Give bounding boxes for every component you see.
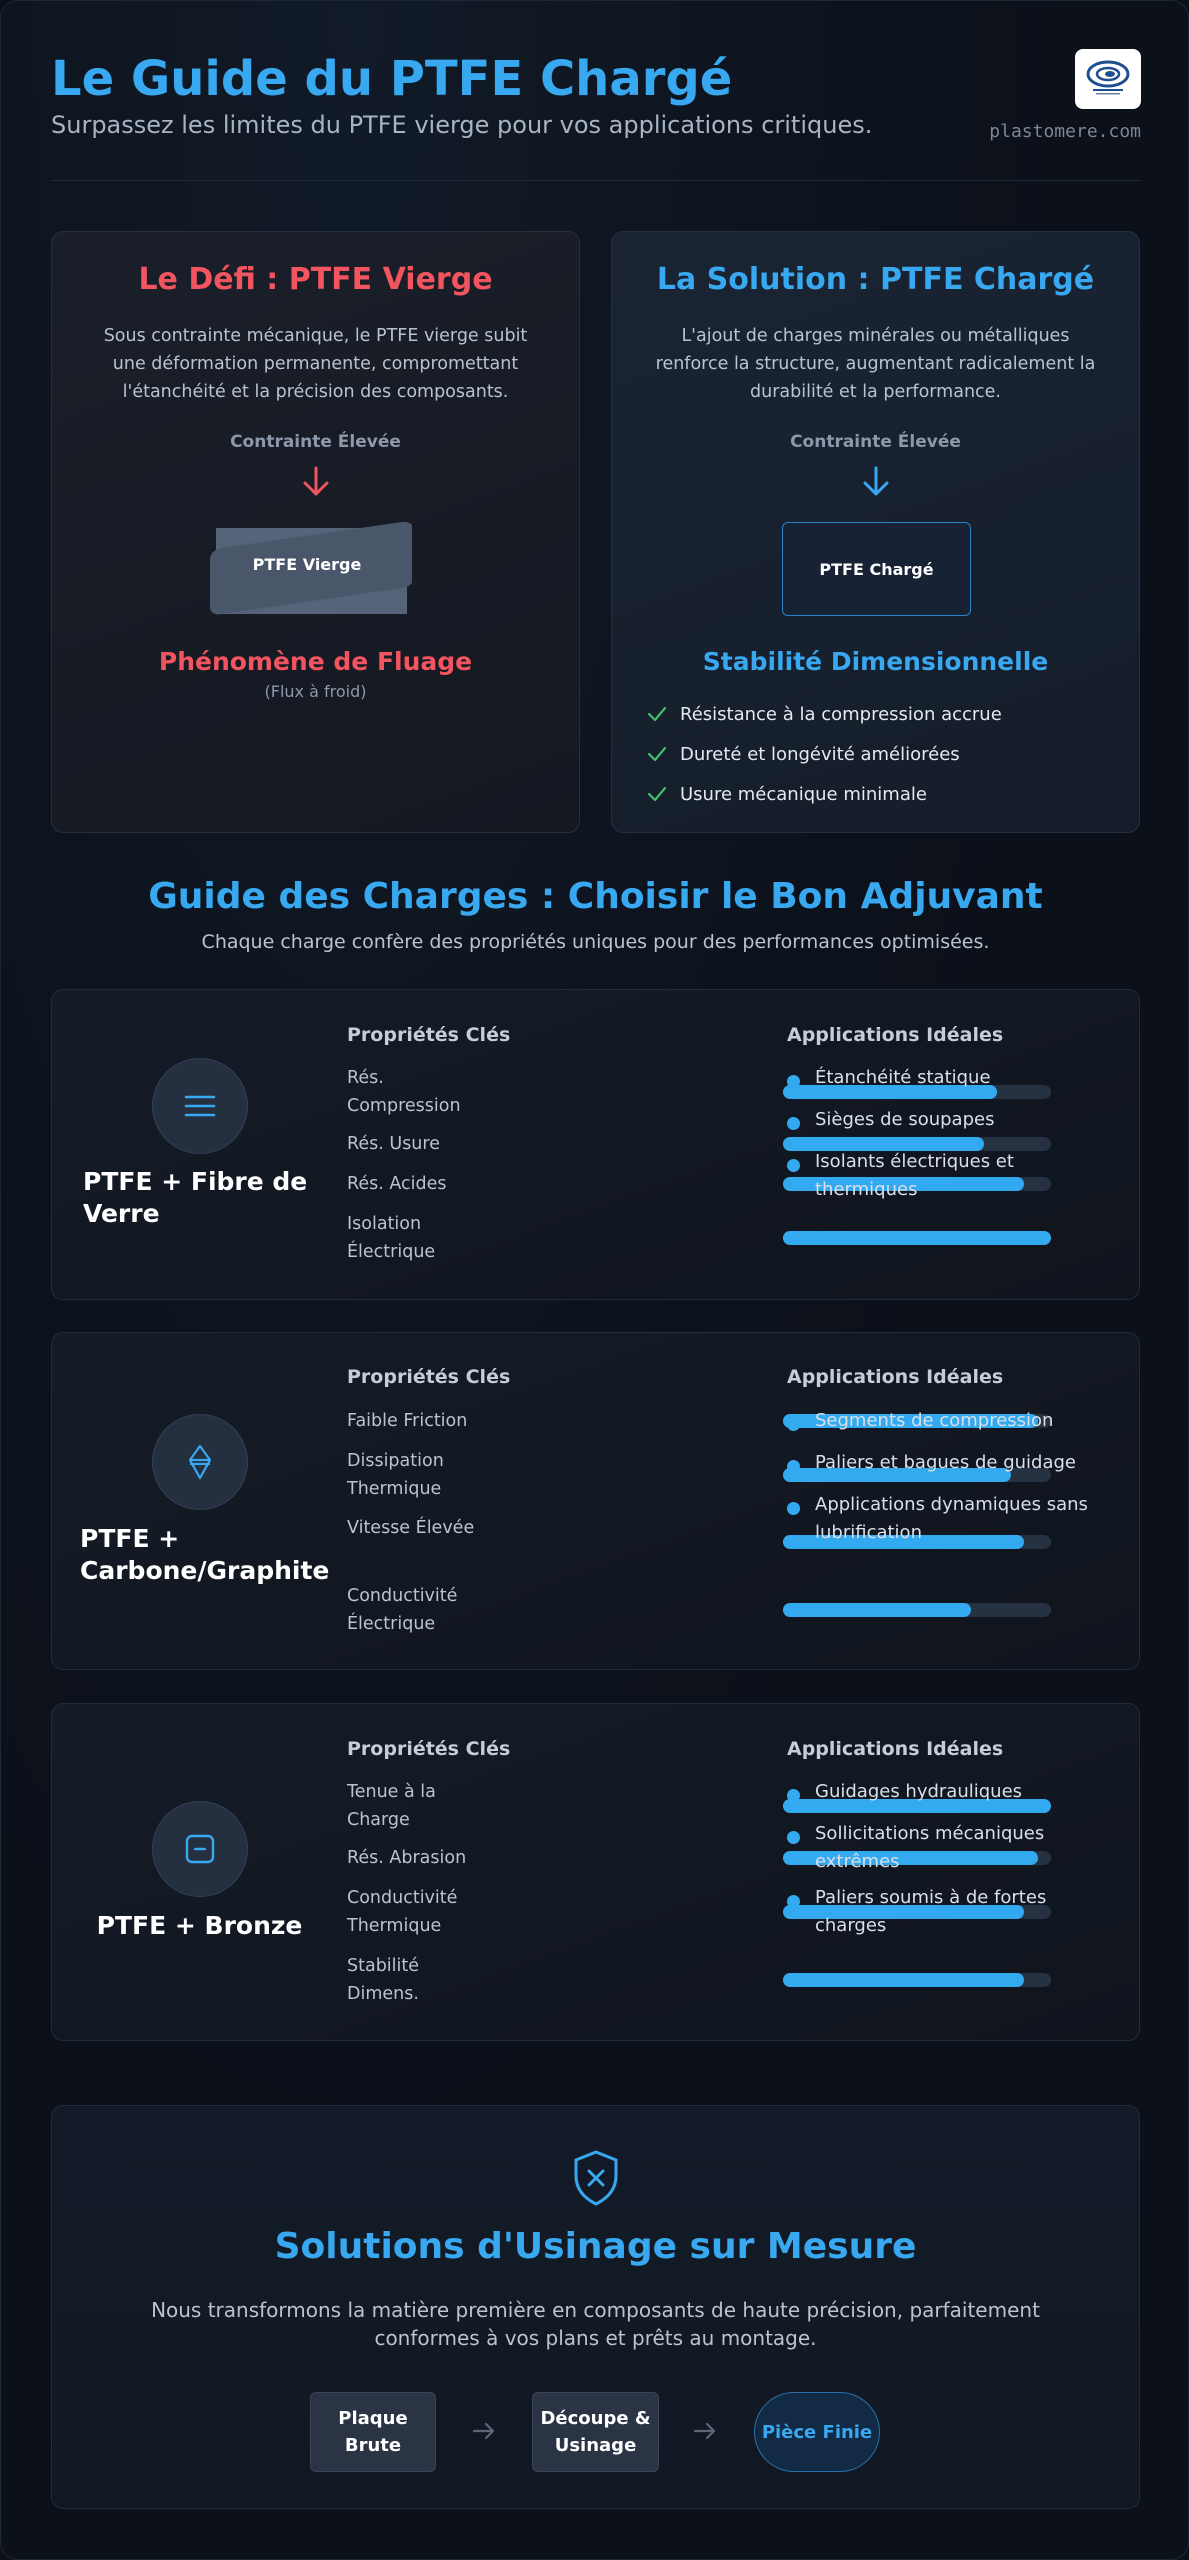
application-item xyxy=(787,1148,1117,1204)
filler-card-bronze xyxy=(51,1703,1140,2041)
bullet-icon xyxy=(787,1831,800,1844)
creep-title: Phénomène de Fluage xyxy=(158,647,473,676)
application-label: Applications dynamiques sans lubrification xyxy=(815,1494,1088,1543)
machining-description: Nous transformons la matière première en composants de haute précision, parfaitement conformes à vos plans et prêts au montage. xyxy=(151,2298,1040,2350)
bullet-icon xyxy=(787,1502,800,1515)
application-item xyxy=(787,1064,1117,1092)
property-label: Faible Friction xyxy=(347,1411,468,1431)
application-label: Paliers soumis à de fortes charges xyxy=(815,1887,1047,1936)
header xyxy=(51,49,1141,181)
application-label: Paliers et bagues de guidage xyxy=(815,1452,1076,1473)
filler-name: PTFE + Fibre de Verre xyxy=(83,1167,308,1228)
step-raw-plate: Plaque Brute xyxy=(310,2392,436,2472)
bullet-icon xyxy=(787,1895,800,1908)
property-bar xyxy=(783,1603,1051,1617)
ptfe-charge-block: PTFE Chargé xyxy=(782,522,971,616)
application-item xyxy=(787,1491,1117,1547)
solution-title: La Solution : PTFE Chargé xyxy=(656,262,1095,297)
application-label: Sollicitations mécaniques extrêmes xyxy=(815,1823,1045,1872)
property-label: Rés. Compression xyxy=(347,1068,461,1116)
machining-card xyxy=(51,2105,1140,2509)
property-label: Conductivité Électrique xyxy=(347,1586,458,1634)
property-label: Tenue à la Charge xyxy=(347,1782,436,1830)
properties-heading: Propriétés Clés xyxy=(347,1024,511,1046)
applications-heading: Applications Idéales xyxy=(787,1738,1004,1760)
property-bar-fill xyxy=(783,1603,971,1617)
benefit-item xyxy=(646,734,1002,774)
shield-icon xyxy=(570,2148,622,2208)
challenge-stress-label: Contrainte Élevée xyxy=(230,432,401,452)
challenge-card xyxy=(51,231,580,833)
ptfe-vierge-label: PTFE Vierge xyxy=(252,555,362,574)
page-subtitle: Surpassez les limites du PTFE vierge pour vos applications critiques. xyxy=(51,111,873,139)
stability-title: Stabilité Dimensionnelle xyxy=(702,647,1049,676)
application-label: Segments de compression xyxy=(815,1410,1054,1431)
bullet-icon xyxy=(787,1460,800,1473)
step-finished-part: Pièce Finie xyxy=(754,2392,880,2472)
bullet-icon xyxy=(787,1117,800,1130)
guide-title: Guide des Charges : Choisir le Bon Adjuvant xyxy=(148,876,1043,917)
application-item xyxy=(787,1106,1117,1134)
bullet-icon xyxy=(787,1075,800,1088)
benefit-label: Dureté et longévité améliorées xyxy=(680,743,960,765)
bullet-icon xyxy=(787,1789,800,1802)
bronze-icon xyxy=(152,1801,248,1897)
property-label: Vitesse Élevée xyxy=(347,1518,475,1538)
plastomere-logo-icon[interactable] xyxy=(1075,49,1141,109)
benefits-list xyxy=(646,694,1002,814)
application-item xyxy=(787,1449,1117,1477)
bullet-icon xyxy=(787,1418,800,1431)
application-label: Sièges de soupapes xyxy=(815,1109,995,1130)
filler-card-glass-fiber xyxy=(51,989,1140,1300)
solution-card xyxy=(611,231,1140,833)
check-icon xyxy=(646,743,668,765)
properties-heading: Propriétés Clés xyxy=(347,1738,511,1760)
check-icon xyxy=(646,783,668,805)
benefit-item xyxy=(646,774,1002,814)
application-label: Guidages hydrauliques xyxy=(815,1781,1023,1802)
arrow-right-icon xyxy=(692,2418,718,2444)
challenge-description: Sous contrainte mécanique, le PTFE vierge subit une déformation permanente, compromettant l'étanchéité et la précision des composants. xyxy=(103,326,528,402)
filler-card-carbon-graphite xyxy=(51,1332,1140,1670)
applications-heading: Applications Idéales xyxy=(787,1366,1004,1388)
solution-stress-label: Contrainte Élevée xyxy=(790,432,961,452)
benefit-label: Usure mécanique minimale xyxy=(680,783,927,805)
benefit-label: Résistance à la compression accrue xyxy=(680,703,1002,725)
arrow-down-icon xyxy=(858,464,894,500)
property-label: Dissipation Thermique xyxy=(347,1451,444,1499)
guide-subtitle: Chaque charge confère des propriétés uniques pour des performances optimisées. xyxy=(201,931,990,953)
property-label: Isolation Électrique xyxy=(347,1214,436,1262)
filler-name: PTFE + Bronze xyxy=(96,1911,303,1940)
application-item xyxy=(787,1778,1117,1806)
property-label: Rés. Usure xyxy=(347,1134,440,1154)
property-label: Stabilité Dimens. xyxy=(347,1956,420,2004)
application-item xyxy=(787,1884,1117,1940)
properties-heading: Propriétés Clés xyxy=(347,1366,511,1388)
site-url[interactable]: plastomere.com xyxy=(989,121,1141,142)
applications-heading: Applications Idéales xyxy=(787,1024,1004,1046)
property-label: Rés. Abrasion xyxy=(347,1848,467,1868)
glass-fiber-icon xyxy=(152,1058,248,1154)
page-title: Le Guide du PTFE Chargé xyxy=(51,51,733,107)
property-label: Conductivité Thermique xyxy=(347,1888,458,1936)
arrow-down-icon xyxy=(298,464,334,500)
property-bar xyxy=(783,1973,1051,1987)
application-label: Étanchéité statique xyxy=(815,1067,991,1088)
application-item xyxy=(787,1820,1117,1876)
benefit-item xyxy=(646,694,1002,734)
application-item xyxy=(787,1407,1117,1435)
check-icon xyxy=(646,703,668,725)
filler-name: PTFE + Carbone/Graphite xyxy=(80,1524,330,1585)
solution-description: L'ajout de charges minérales ou métalliques renforce la structure, augmentant radicalement la durabilité et la performance. xyxy=(655,326,1096,402)
carbon-graphite-icon xyxy=(152,1414,248,1510)
step-cutting-machining: Découpe & Usinage xyxy=(532,2392,659,2472)
challenge-title: Le Défi : PTFE Vierge xyxy=(138,262,493,297)
machining-title: Solutions d'Usinage sur Mesure xyxy=(274,2226,917,2267)
property-bar xyxy=(783,1231,1051,1245)
arrow-right-icon xyxy=(471,2418,497,2444)
property-bar-fill xyxy=(783,1973,1024,1987)
property-bar-fill xyxy=(783,1231,1051,1245)
creep-subtitle: (Flux à froid) xyxy=(264,682,367,701)
property-label: Rés. Acides xyxy=(347,1174,447,1194)
bullet-icon xyxy=(787,1159,800,1172)
application-label: Isolants électriques et thermiques xyxy=(815,1151,1014,1200)
